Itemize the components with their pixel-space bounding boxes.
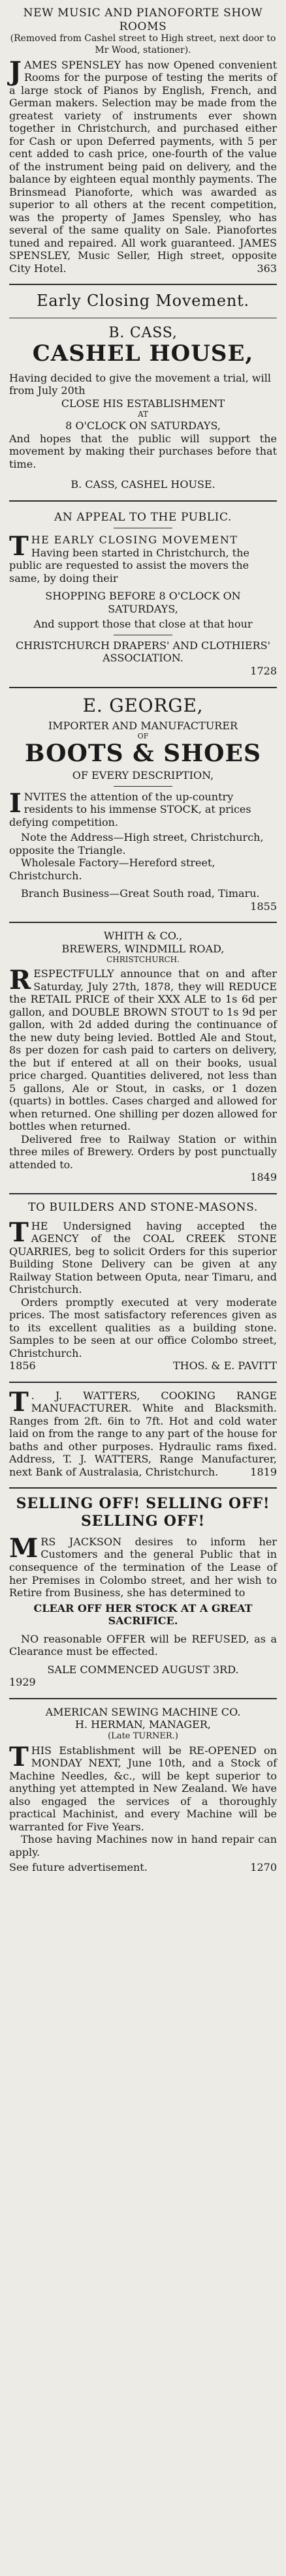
appeal-shopping: SHOPPING BEFORE 8 O'CLOCK ON SATURDAYS, bbox=[45, 590, 241, 615]
builders-sign: THOS. & E. PAVITT bbox=[172, 1359, 277, 1372]
music-num: 363 bbox=[257, 262, 277, 275]
divider bbox=[9, 1698, 277, 1699]
american-body-text: HIS Establishment will be RE-OPENED on MONDAY NEXT, June 10th, and a Stock of Machine Needles, &c., will be kept superior to anything yet attempted in New Zealand. We have also engaged the services of a thoroughly practical Machinist, and every Machine will be warranted for Five Years. bbox=[9, 1744, 277, 1833]
american-dropcap: T bbox=[9, 1741, 29, 1772]
selling-dropcap: M bbox=[9, 1532, 39, 1564]
music-body-text: AMES SPENSLEY has now Opened convenient Rooms for the purpose of testing the merits of a large stock of Pianos by English, French, and German makers. Selection may be made from the greatest variety of instruments ever shown together in Christchurch, and purchased either for Cash or upon Deferred payments, with 5 per cent added to cash price, one-fourth of the value of the instrument being paid on delivery, and the balance by eighteen equal monthly payments. The Brinsmead Pianoforte, which was awarded as superior to all others at the recent competition, was the property of James Spensley, who has several of the same quality on Sale. Pianofortes tuned and repaired. All work guaranteed. JAMES SPENSLEY, Music Seller, High street, opposite City Hotel. bbox=[9, 58, 277, 275]
watters-num: 1819 bbox=[250, 1465, 277, 1478]
american-body bbox=[9, 1741, 277, 1834]
whith-delivery: Delivered free to Railway Station or within three miles of Brewery. Orders by post punctually attended to. bbox=[9, 1132, 277, 1171]
selling-body-text: RS JACKSON desires to inform her Customers and the general Public that in consequence of the termination of the Lease of her Premises in Colombo street, and her wish to Retire from Business, she has determined to bbox=[9, 1535, 277, 1599]
george-ad bbox=[9, 691, 277, 920]
appeal-heading: AN APPEAL TO THE PUBLIC. bbox=[54, 510, 232, 524]
american-ad bbox=[9, 1702, 277, 1881]
american-footer bbox=[9, 1861, 277, 1874]
music-sub: (Removed from Cashel street to High street, next door to Mr Wood, stationer). bbox=[10, 33, 276, 55]
whith-place: CHRISTCHURCH. bbox=[106, 955, 180, 965]
george-dropcap: I bbox=[9, 787, 22, 819]
whith-ad bbox=[9, 926, 277, 1190]
american-manager: H. HERMAN, MANAGER, bbox=[75, 1718, 211, 1731]
early-line2: CLOSE HIS ESTABLISHMENT bbox=[61, 397, 225, 410]
watters-body-text: . J. WATTERS, COOKING RANGE MANUFACTURER. White and Blacksmith. Ranges from 2ft. 6in to 7ft. Hot and cold water laid on from the range to any part of the house for baths and other purposes. Hydraulic rams fixed. Address, T. J. WATTERS, Range Manufacturer, next Bank of Australasia, Christchurch. bbox=[9, 1389, 277, 1478]
builders-body-text: HE Undersigned having accepted the AGENCY of the COAL CREEK STONE QUARRIES, beg to solicit Orders for this superior Building Stone Delivery can be given at any Railway Station between Oputa, near Timaru, and Christchurch. bbox=[9, 1219, 277, 1296]
selling-sale: SALE COMMENCED AUGUST 3RD. bbox=[47, 1663, 239, 1676]
george-role: IMPORTER AND MANUFACTURER bbox=[48, 719, 238, 732]
selling-ad bbox=[9, 1491, 277, 1695]
builders-year: 1856 bbox=[9, 1359, 36, 1372]
whith-dropcap: R bbox=[9, 965, 31, 995]
appeal-title: HE EARLY CLOSING MOVEMENT bbox=[31, 534, 238, 547]
builders-dropcap: T bbox=[9, 1217, 29, 1248]
divider bbox=[9, 284, 277, 285]
appeal-assoc: CHRISTCHURCH DRAPERS' AND CLOTHIERS' ASSOCIATION. bbox=[15, 639, 271, 665]
appeal-body-text: Having been started in Christchurch, the public are requested to assist the movers the same, by doing their bbox=[9, 546, 249, 584]
music-title: NEW MUSIC AND PIANOFORTE SHOW ROOMS bbox=[23, 7, 263, 33]
george-num: 1855 bbox=[250, 900, 277, 913]
selling-heading: SELLING OFF! SELLING OFF! SELLING OFF! bbox=[16, 1495, 270, 1530]
appeal-ad bbox=[9, 504, 277, 684]
george-goods: BOOTS & SHOES bbox=[25, 739, 261, 767]
george-factory: Wholesale Factory—Hereford street, Christchurch. bbox=[9, 856, 215, 882]
early-house: CASHEL HOUSE, bbox=[32, 341, 254, 367]
american-num: 1270 bbox=[250, 1861, 277, 1874]
builders-footer bbox=[9, 1359, 277, 1372]
builders-orders: Orders promptly executed at very moderate prices. The most satisfactory references given as to its excellent qualities as a building stone. Samples to be seen at our office Colombo street, Christchurch. bbox=[9, 1296, 277, 1359]
george-body bbox=[9, 787, 277, 829]
george-branch: Branch Business—Great South road, Timaru. bbox=[21, 887, 260, 900]
american-future: See future advertisement. bbox=[9, 1861, 148, 1874]
appeal-support: And support those that close at that hour bbox=[33, 618, 253, 631]
whith-body-text: ESPECTFULLY announce that on and after Saturday, July 27th, 1878, they will REDUCE the RETAIL PRICE of their XXX ALE to 1s 6d per gallon, and DOUBLE BROWN STOUT to 1s 9d per gallon, with 2d added during the continuance of the new duty being levied. Bottled Ale and Stout, 8s per dozen for cash paid to carters on delivery, the but if entered at all on their books, usual price charged. Quantities delivered, not less than 5 gallons, Ale or Stout, in casks, or 1 dozen (quarts) in bottles. Cases charged and allowed for when returned. One shilling per dozen allowed for bottles when returned. bbox=[9, 967, 277, 1133]
george-desc: OF EVERY DESCRIPTION, bbox=[72, 769, 214, 782]
early-closing-ad bbox=[9, 288, 277, 497]
watters-dropcap: T bbox=[9, 1386, 29, 1417]
music-ad bbox=[9, 3, 277, 281]
selling-refused: NO reasonable OFFER will be REFUSED, as a Clearance must be effected. bbox=[9, 1632, 277, 1658]
appeal-num: 1728 bbox=[250, 665, 277, 677]
builders-body bbox=[9, 1217, 277, 1296]
divider bbox=[9, 922, 277, 923]
early-line1: Having decided to give the movement a trial, will from July 20th bbox=[9, 371, 271, 397]
music-dropcap: J bbox=[9, 55, 22, 87]
appeal-dropcap: T bbox=[9, 531, 29, 562]
george-name: E. GEORGE, bbox=[82, 694, 204, 716]
divider bbox=[9, 1487, 277, 1489]
divider bbox=[9, 1382, 277, 1383]
watters-body bbox=[9, 1386, 277, 1479]
divider bbox=[114, 786, 172, 787]
watters-ad bbox=[9, 1386, 277, 1485]
selling-num: 1929 bbox=[9, 1676, 36, 1689]
early-heading: Early Closing Movement. bbox=[37, 292, 249, 311]
builders-heading: TO BUILDERS AND STONE-MASONS. bbox=[28, 1200, 258, 1214]
music-body bbox=[9, 55, 277, 275]
american-late: (Late TURNER.) bbox=[108, 1731, 178, 1741]
appeal-body bbox=[9, 531, 277, 584]
builders-ad bbox=[9, 1197, 277, 1379]
george-body-text: NVITES the attention of the up-country residents to his immense STOCK, at prices defying competition. bbox=[9, 790, 251, 828]
divider bbox=[9, 500, 277, 502]
whith-name: WHITH & CO., bbox=[103, 930, 183, 943]
whith-num: 1849 bbox=[250, 1171, 277, 1184]
american-name: AMERICAN SEWING MACHINE CO. bbox=[45, 1705, 241, 1718]
early-sign: B. CASS, CASHEL HOUSE. bbox=[71, 478, 215, 491]
divider bbox=[9, 1193, 277, 1194]
george-note: Note the Address—High street, Christchurch, opposite the Triangle. bbox=[9, 831, 264, 856]
early-line5: And hopes that the public will support the movement by making their purchases before that time. bbox=[9, 432, 277, 470]
selling-body bbox=[9, 1532, 277, 1599]
whith-body bbox=[9, 967, 277, 1133]
early-name: B. CASS, bbox=[108, 324, 178, 341]
whith-sub: BREWERS, WINDMILL ROAD, bbox=[61, 942, 225, 955]
early-line3: AT bbox=[137, 410, 148, 419]
american-hire: Those having Machines now in hand repair can apply. bbox=[9, 1833, 277, 1858]
george-of: OF bbox=[137, 732, 149, 741]
early-line4: 8 O'CLOCK ON SATURDAYS, bbox=[65, 419, 221, 432]
divider bbox=[9, 687, 277, 688]
selling-clear: CLEAR OFF HER STOCK AT A GREAT SACRIFICE. bbox=[33, 1601, 253, 1628]
